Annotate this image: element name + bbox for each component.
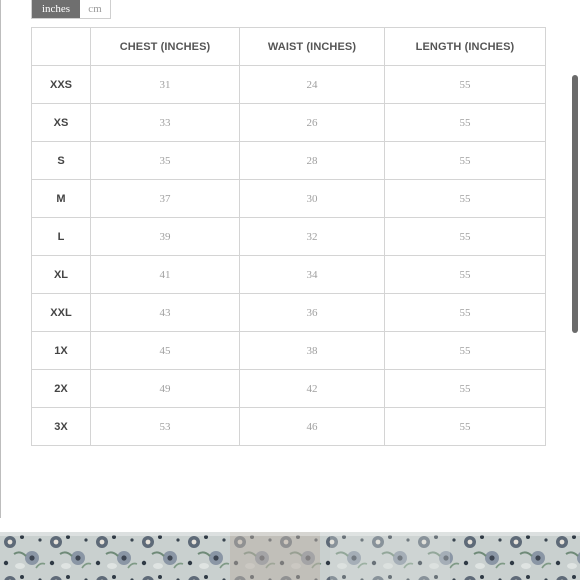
table-header-row — [32, 28, 546, 66]
chest-value: 33 — [91, 104, 240, 142]
size-label: S — [32, 142, 91, 180]
size-label: 1X — [32, 332, 91, 370]
length-value: 55 — [385, 180, 546, 218]
size-chart-table — [31, 27, 546, 446]
size-label: XXL — [32, 294, 91, 332]
waist-value: 36 — [240, 294, 385, 332]
length-value: 55 — [385, 408, 546, 446]
size-label: L — [32, 218, 91, 256]
waist-value: 26 — [240, 104, 385, 142]
length-value: 55 — [385, 332, 546, 370]
size-label: 3X — [32, 408, 91, 446]
product-photo-preview — [0, 532, 580, 580]
table-row — [32, 370, 546, 408]
size-label: M — [32, 180, 91, 218]
chest-value: 31 — [91, 66, 240, 104]
length-value: 55 — [385, 66, 546, 104]
length-value: 55 — [385, 104, 546, 142]
table-row — [32, 66, 546, 104]
chest-value: 39 — [91, 218, 240, 256]
waist-value: 24 — [240, 66, 385, 104]
size-label: XXS — [32, 66, 91, 104]
chest-value: 53 — [91, 408, 240, 446]
table-row — [32, 256, 546, 294]
length-value: 55 — [385, 370, 546, 408]
waist-value: 34 — [240, 256, 385, 294]
table-row — [32, 408, 546, 446]
waist-value: 32 — [240, 218, 385, 256]
table-row — [32, 180, 546, 218]
unit-toggle — [31, 0, 111, 19]
length-value: 55 — [385, 218, 546, 256]
header-length: LENGTH (INCHES) — [385, 28, 546, 66]
waist-value: 38 — [240, 332, 385, 370]
waist-value: 30 — [240, 180, 385, 218]
header-waist: WAIST (INCHES) — [240, 28, 385, 66]
header-size — [32, 28, 91, 66]
chest-value: 49 — [91, 370, 240, 408]
waist-value: 42 — [240, 370, 385, 408]
length-value: 55 — [385, 294, 546, 332]
chest-value: 35 — [91, 142, 240, 180]
size-label: XS — [32, 104, 91, 142]
unit-option-inches[interactable]: inches — [32, 0, 80, 18]
table-row — [32, 332, 546, 370]
chest-value: 43 — [91, 294, 240, 332]
table-row — [32, 104, 546, 142]
chest-value: 41 — [91, 256, 240, 294]
header-chest: CHEST (INCHES) — [91, 28, 240, 66]
table-row — [32, 294, 546, 332]
waist-value: 28 — [240, 142, 385, 180]
chest-value: 45 — [91, 332, 240, 370]
page-left-edge — [0, 0, 1, 518]
unit-option-cm[interactable]: cm — [80, 0, 110, 18]
page-scrollbar[interactable] — [570, 0, 580, 518]
size-label: 2X — [32, 370, 91, 408]
scrollbar-thumb[interactable] — [572, 75, 578, 333]
length-value: 55 — [385, 142, 546, 180]
table-row — [32, 218, 546, 256]
length-value: 55 — [385, 256, 546, 294]
chest-value: 37 — [91, 180, 240, 218]
waist-value: 46 — [240, 408, 385, 446]
size-label: XL — [32, 256, 91, 294]
table-row — [32, 142, 546, 180]
